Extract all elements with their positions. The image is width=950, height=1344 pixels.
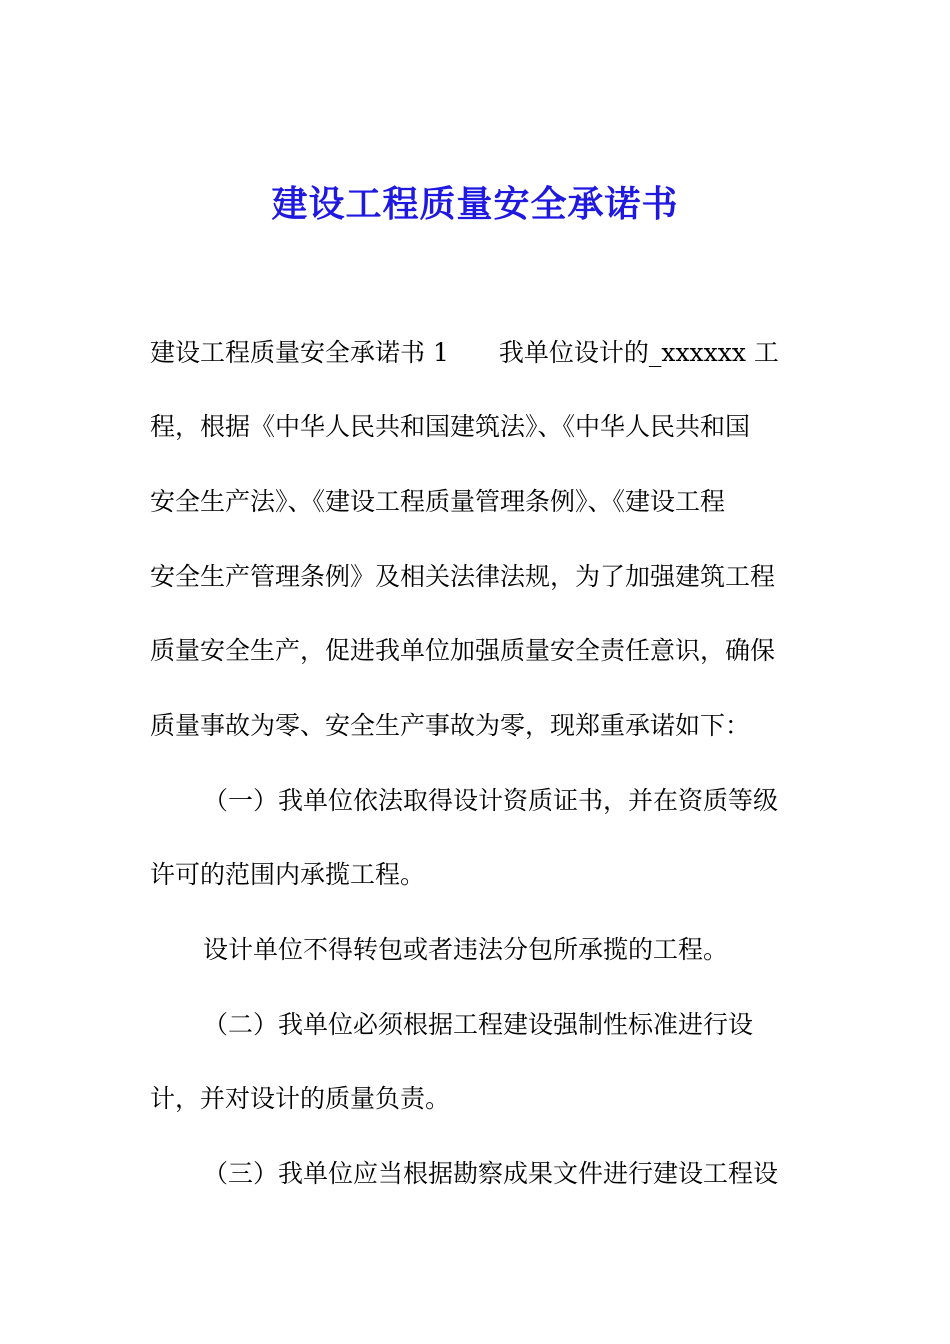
text-line-3: 安全生产法》、《建设工程质量管理条例》、《建设工程 bbox=[150, 487, 726, 516]
text-line-11: 计，并对设计的质量负责。 bbox=[150, 1084, 451, 1113]
text-line-10: （二）我单位必须根据工程建设强制性标准进行设 bbox=[203, 1010, 754, 1039]
text-line-2: 程，根据《中华人民共和国建筑法》、《中华人民共和国 bbox=[150, 412, 751, 441]
heading-reference: 建设工程质量安全承诺书 1 bbox=[150, 338, 449, 367]
text-line-5: 质量安全生产，促进我单位加强质量安全责任意识，确保 bbox=[150, 636, 776, 665]
text-line-4: 安全生产管理条例》及相关法律法规，为了加强建筑工程 bbox=[150, 562, 776, 591]
text-line-1 bbox=[150, 336, 800, 370]
text-line-7: （一）我单位依法取得设计资质证书，并在资质等级 bbox=[203, 786, 779, 815]
intro-text: 我单位设计的_xxxxxx 工 bbox=[498, 338, 779, 367]
text-line-12: （三）我单位应当根据勘察成果文件进行建设工程设 bbox=[203, 1159, 779, 1188]
text-line-9: 设计单位不得转包或者违法分包所承揽的工程。 bbox=[203, 935, 729, 964]
text-line-8: 许可的范围内承揽工程。 bbox=[150, 860, 426, 889]
document-title: 建设工程质量安全承诺书 bbox=[271, 183, 679, 225]
text-line-6: 质量事故为零、安全生产事故为零，现郑重承诺如下： bbox=[150, 711, 751, 740]
